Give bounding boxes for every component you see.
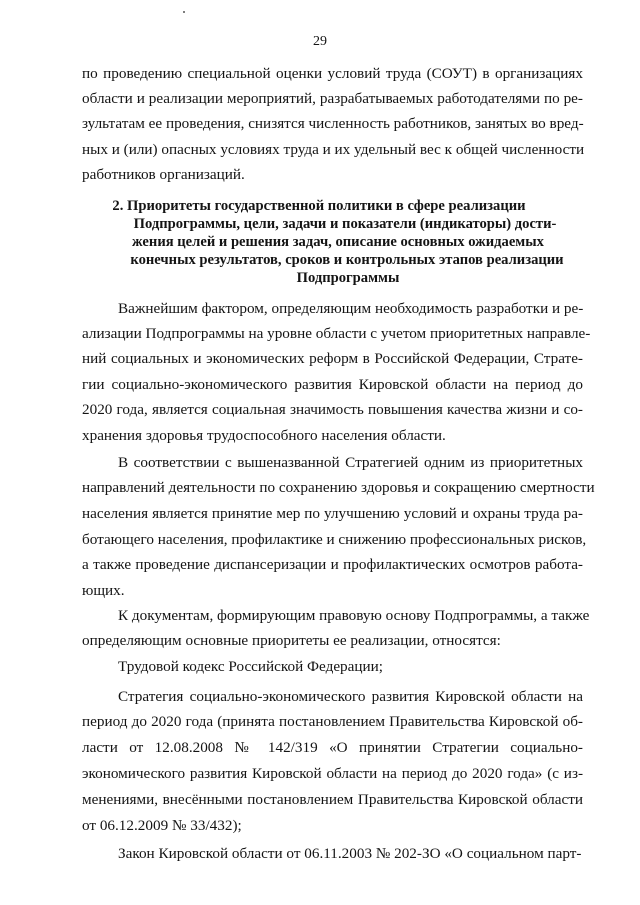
section-heading-line: Подпрограммы	[296, 270, 400, 286]
paragraph-line: населения является принятие мер по улучшению условий и охраны труда ра-	[82, 505, 583, 522]
paragraph-line: определяющим основные приоритеты ее реализации, относятся:	[82, 632, 501, 649]
paragraph-line: ласти от 12.08.2008 № 142/319 «О принятии Стратегии социально-	[82, 739, 583, 756]
paragraph-line: менениями, внесёнными постановлением Правительства Кировской области	[82, 791, 583, 808]
scan-speck	[183, 11, 185, 13]
paragraph-line: от 06.12.2009 № 33/432);	[82, 817, 242, 834]
section-heading-line: конечных результатов, сроков и контрольных этапов реализации	[130, 252, 564, 268]
paragraph-line: ботающего населения, профилактике и снижению профессиональных рисков,	[82, 531, 587, 548]
paragraph-line: а также проведение диспансеризации и профилактических осмотров работа-	[82, 556, 583, 573]
paragraph-line: ющих.	[82, 582, 125, 599]
section-heading-line: жения целей и решения задач, описание основных ожидаемых	[132, 234, 544, 250]
paragraph-line: В соответствии с вышеназванной Стратегией одним из приоритетных	[118, 454, 583, 471]
paragraph-line: ний социальных и экономических реформ в Российской Федерации, Страте-	[82, 350, 583, 367]
intro-line: ных и (или) опасных условиях труда и их удельный вес к общей численности	[82, 141, 585, 158]
paragraph-line: период до 2020 года (принята постановлением Правительства Кировской об-	[82, 713, 583, 730]
paragraph-line: Стратегия социально-экономического развития Кировской области на	[118, 688, 583, 705]
paragraph-line: ализации Подпрограммы на уровне области с учетом приоритетных направле-	[82, 325, 591, 342]
paragraph-line: Важнейшим фактором, определяющим необходимость разработки и ре-	[118, 300, 584, 317]
paragraph-line: направлений деятельности по сохранению здоровья и сокращению смертности	[82, 479, 595, 496]
intro-line: зультатам ее проведения, снизятся численность работников, занятых во вред-	[82, 115, 584, 132]
paragraph-line: Трудовой кодекс Российской Федерации;	[118, 658, 383, 675]
intro-line: по проведению специальной оценки условий труда (СОУТ) в организациях	[82, 65, 583, 82]
paragraph-line: гии социально-экономического развития Кировской области на период до	[82, 376, 583, 393]
intro-line: области и реализации мероприятий, разрабатываемых работодателями по ре-	[82, 90, 583, 107]
paragraph-line: хранения здоровья трудоспособного населения области.	[82, 427, 446, 444]
paragraph-line: 2020 года, является социальная значимость повышения качества жизни и со-	[82, 401, 583, 418]
section-heading-line: Подпрограммы, цели, задачи и показатели (индикаторы) дости-	[133, 216, 557, 232]
paragraph-line: экономического развития Кировской области на период до 2020 года» (с из-	[82, 765, 583, 782]
section-heading-line: 2. Приоритеты государственной политики в сфере реализации	[112, 198, 526, 214]
intro-line: работников организаций.	[82, 166, 245, 183]
paragraph-line: К документам, формирующим правовую основу Подпрограммы, а также	[118, 607, 590, 624]
paragraph-line: Закон Кировской области от 06.11.2003 № 202-ЗО «О социальном парт-	[118, 845, 582, 862]
page-number: 29	[313, 34, 327, 49]
